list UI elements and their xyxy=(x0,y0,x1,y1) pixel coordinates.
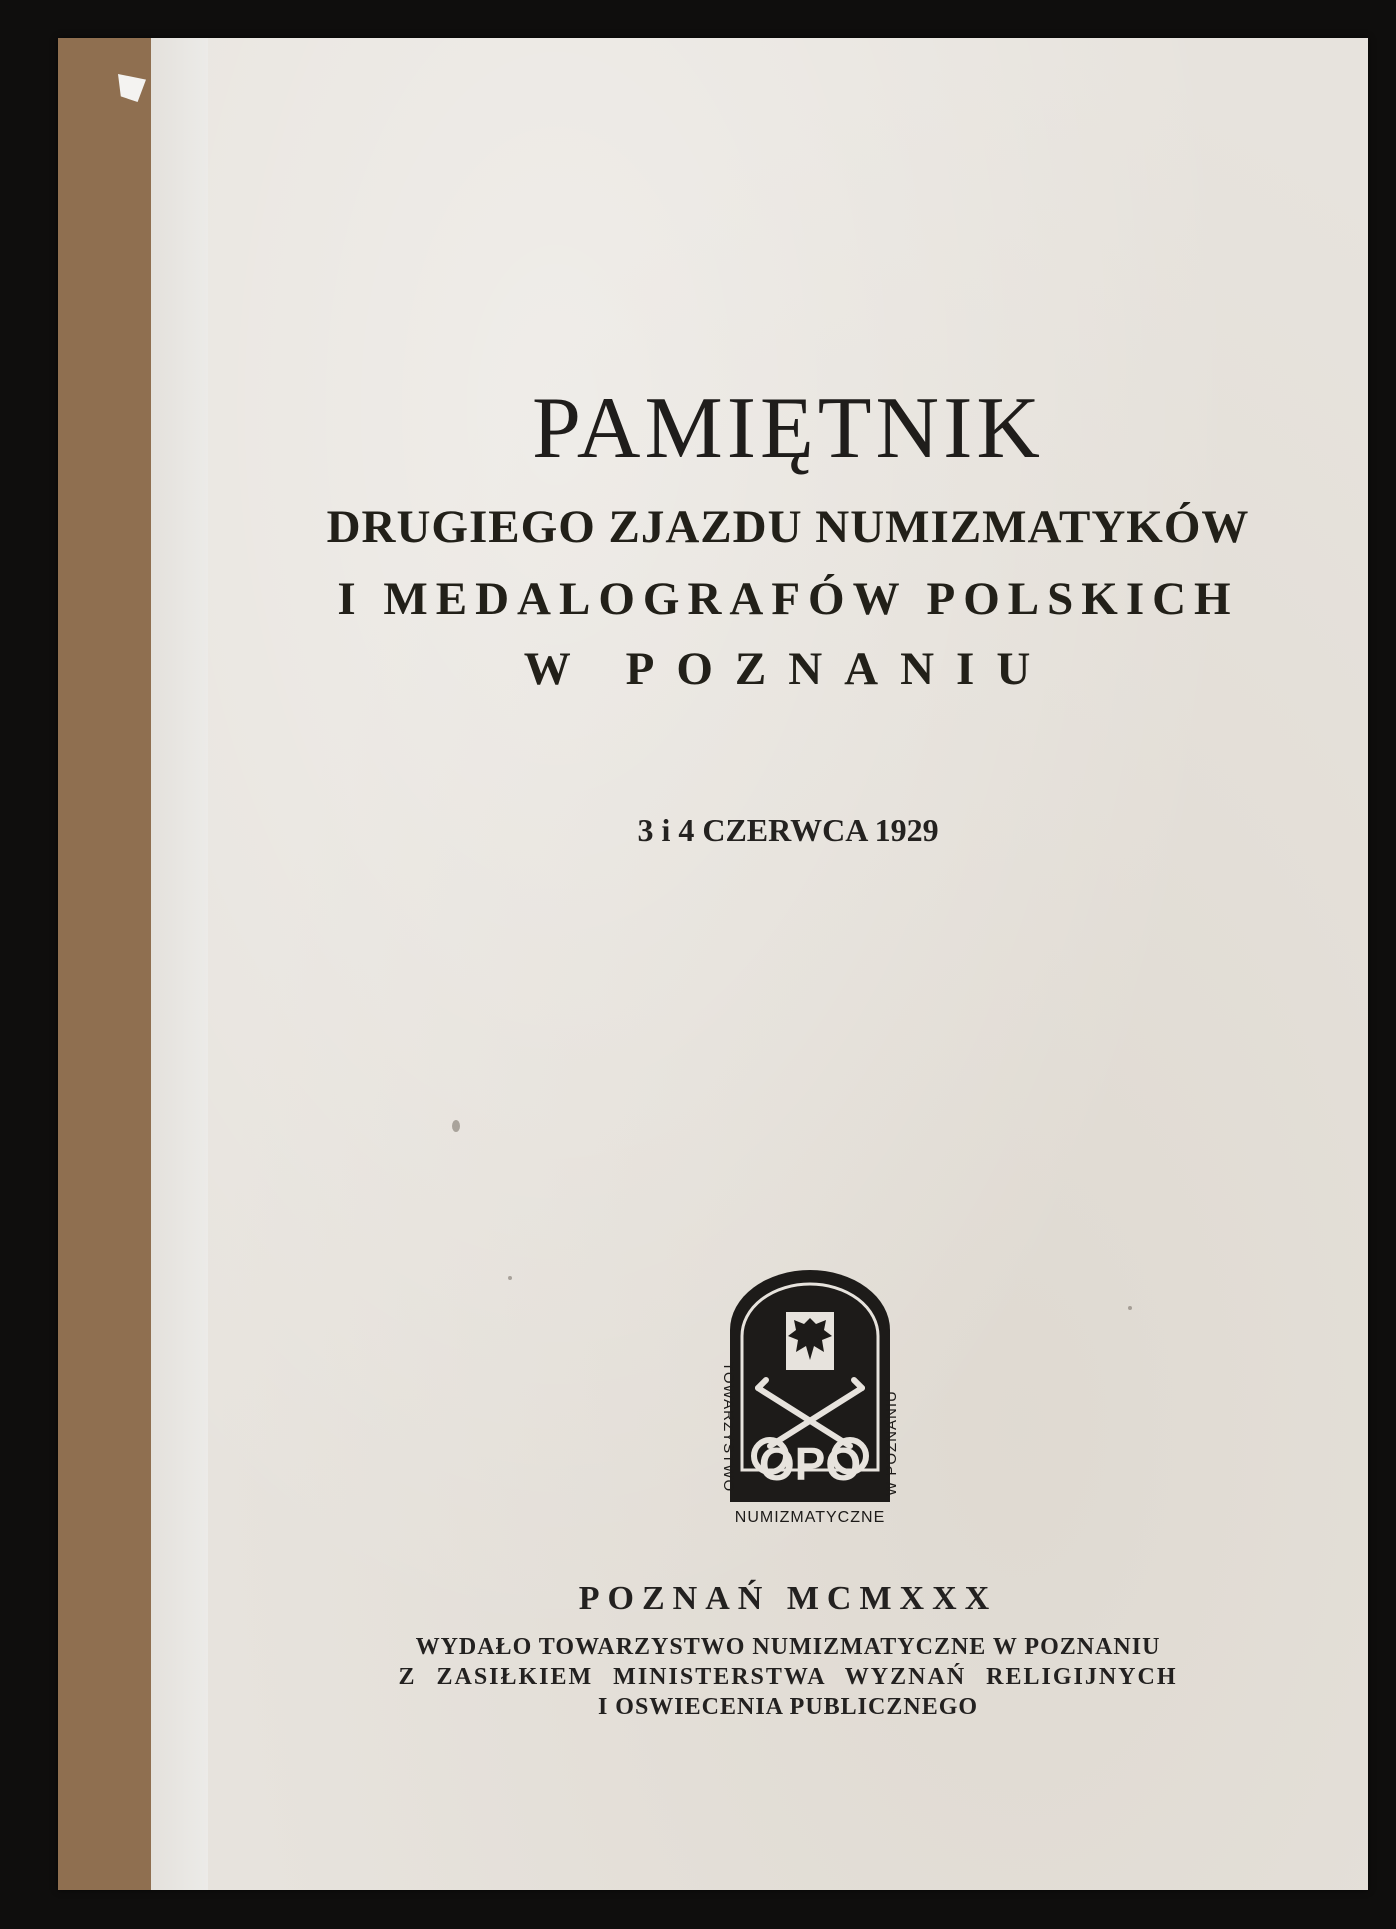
logo-initials: OPO xyxy=(758,1438,862,1490)
logo-text-right: W POZNANIU xyxy=(883,1390,900,1496)
paper-speck xyxy=(1128,1306,1132,1310)
book-spine xyxy=(58,38,154,1890)
spine-margin xyxy=(151,38,209,1890)
society-logo xyxy=(700,1270,920,1530)
logo-text-bottom: NUMIZMATYCZNE xyxy=(734,1509,886,1526)
cover-subtitle-line-3: W POZNANIU xyxy=(523,643,1053,695)
eagle-icon xyxy=(786,1312,834,1370)
cover-page xyxy=(208,38,1368,1890)
cover-subtitle-line-2: I MEDALOGRAFÓW POLSKICH xyxy=(337,573,1239,625)
cover-date: 3 i 4 CZERWCA 1929 xyxy=(637,812,939,848)
cover-title: PAMIĘTNIK xyxy=(532,380,1044,477)
logo-text-left: TOWARZYSTWO xyxy=(720,1362,737,1493)
paper-speck xyxy=(508,1276,512,1280)
imprint-line-2: Z ZASIŁKIEM MINISTERSTWA WYZNAŃ RELIGIJNYCH xyxy=(398,1664,1178,1690)
imprint-line-3: I OSWIECENIA PUBLICZNEGO xyxy=(597,1694,979,1720)
book-cover xyxy=(58,38,1368,1890)
paper-speck xyxy=(452,1120,460,1132)
imprint-line-1: WYDAŁO TOWARZYSTWO NUMIZMATYCZNE W POZNANIU xyxy=(415,1634,1161,1660)
imprint-city: POZNAŃ MCMXXX xyxy=(578,1580,998,1617)
cover-subtitle-line-1: DRUGIEGO ZJAZDU NUMIZMATYKÓW xyxy=(326,501,1250,553)
